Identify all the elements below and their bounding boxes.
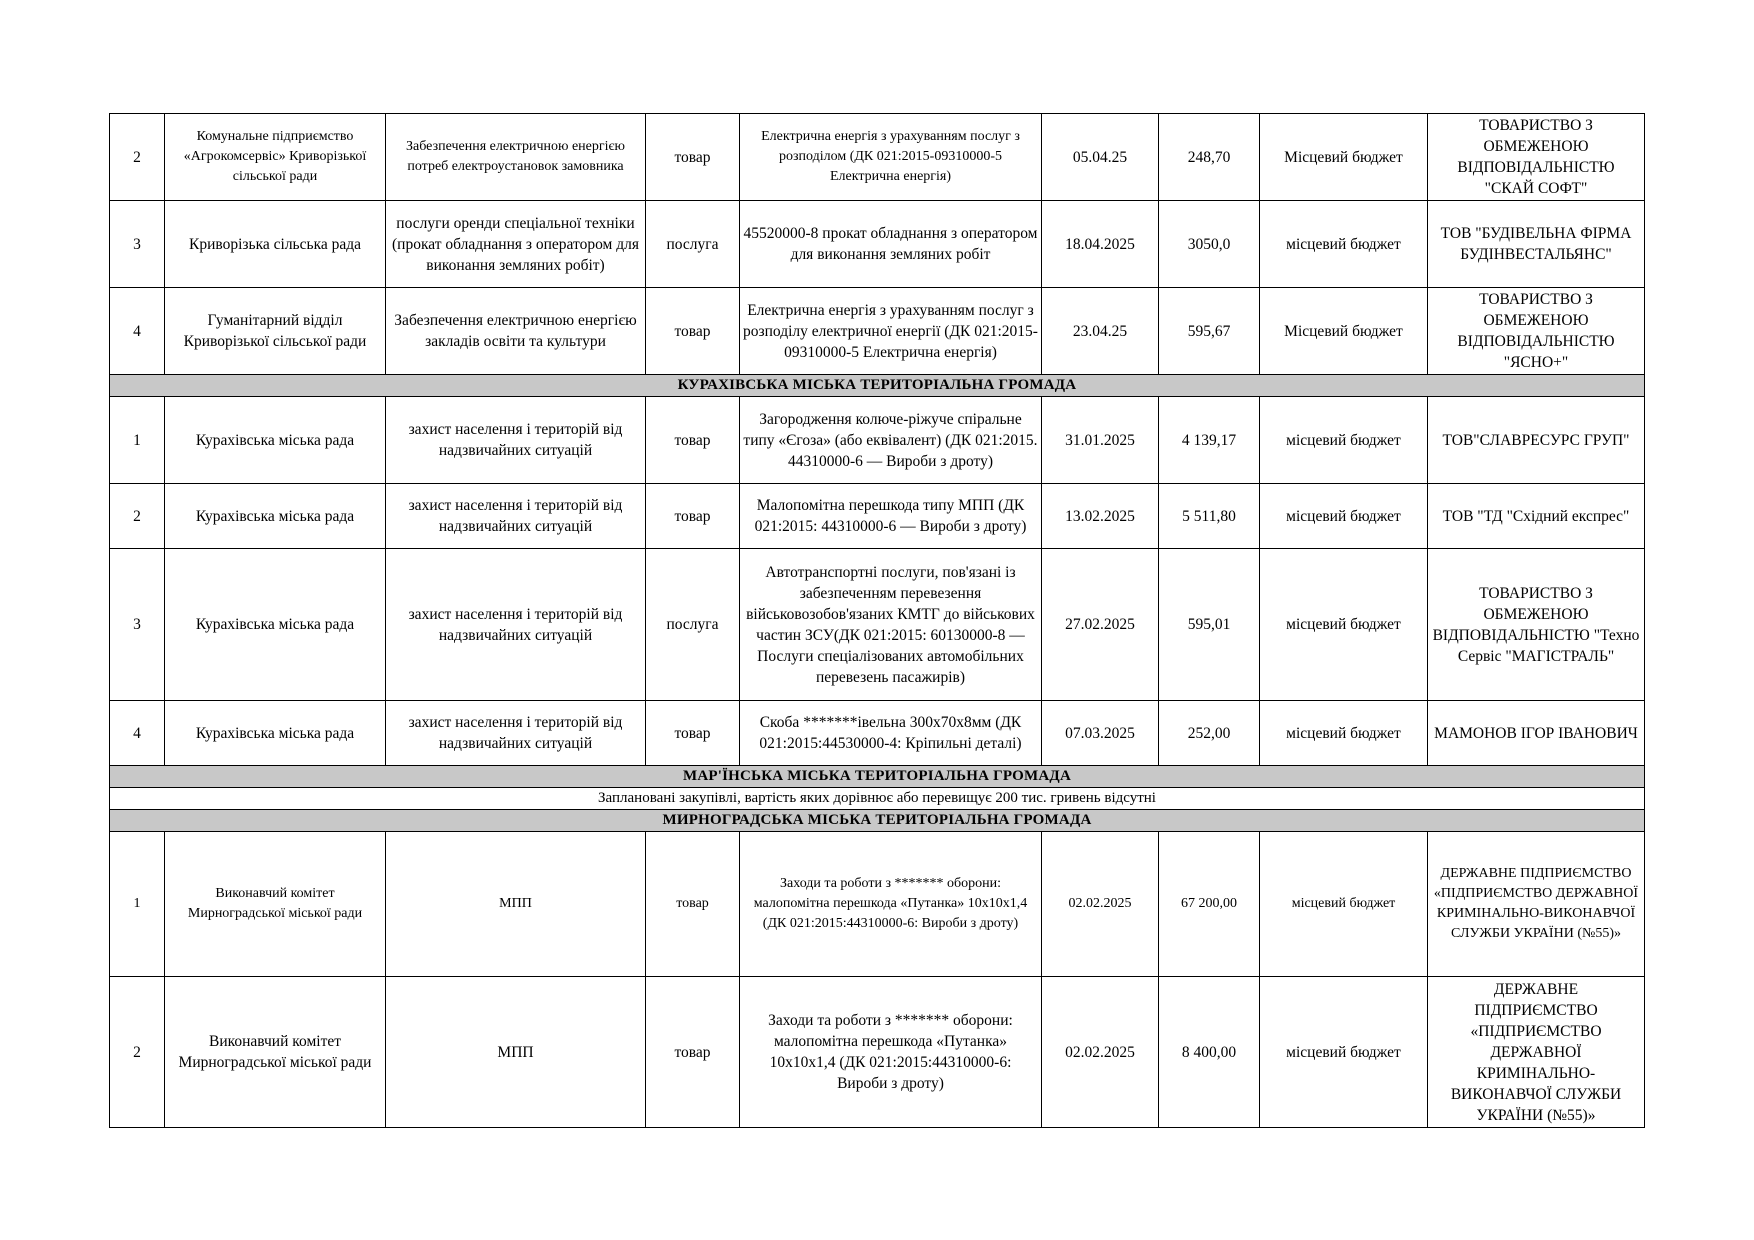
funding-source: місцевий бюджет [1260, 484, 1428, 549]
customer: Курахівська міська рада [165, 397, 386, 484]
funding-source: місцевий бюджет [1260, 701, 1428, 766]
purpose: МПП [386, 977, 646, 1128]
date: 13.02.2025 [1042, 484, 1159, 549]
section-header [110, 810, 1645, 832]
purpose: Забезпечення електричною енергією потреб електроустановок замовника [386, 114, 646, 201]
section-title: КУРАХІВСЬКА МІСЬКА ТЕРИТОРІАЛЬНА ГРОМАДА [110, 375, 1645, 397]
date: 23.04.25 [1042, 288, 1159, 375]
row-number: 1 [110, 832, 165, 977]
procurement-type: товар [646, 832, 740, 977]
customer: Криворізька сільська рада [165, 201, 386, 288]
purpose: захист населення і територій від надзвичайних ситуацій [386, 397, 646, 484]
procurement-table [109, 113, 1645, 1128]
section-title: МИРНОГРАДСЬКА МІСЬКА ТЕРИТОРІАЛЬНА ГРОМАДА [110, 810, 1645, 832]
customer: Курахівська міська рада [165, 549, 386, 701]
funding-source: Місцевий бюджет [1260, 114, 1428, 201]
row-number: 2 [110, 484, 165, 549]
supplier: ТОВ"СЛАВРЕСУРС ГРУП" [1428, 397, 1645, 484]
funding-source: місцевий бюджет [1260, 977, 1428, 1128]
purpose: МПП [386, 832, 646, 977]
procurement-type: товар [646, 397, 740, 484]
supplier: ТОВАРИСТВО З ОБМЕЖЕНОЮ ВІДПОВІДАЛЬНІСТЮ "Техно Сервіс "МАГІСТРАЛЬ" [1428, 549, 1645, 701]
row-number: 4 [110, 701, 165, 766]
date: 05.04.25 [1042, 114, 1159, 201]
section-title: МАР'ЇНСЬКА МІСЬКА ТЕРИТОРІАЛЬНА ГРОМАДА [110, 766, 1645, 788]
funding-source: Місцевий бюджет [1260, 288, 1428, 375]
subject: Заходи та роботи з ******* оборони: малопомітна перешкода «Путанка» 10х10х1,4 (ДК 021:2015:44310000-6: Вироби з дроту) [740, 832, 1042, 977]
section-header [110, 766, 1645, 788]
amount: 67 200,00 [1159, 832, 1260, 977]
customer: Курахівська міська рада [165, 701, 386, 766]
subject: Малопомітна перешкода типу МПП (ДК 021:2015: 44310000-6 — Вироби з дроту) [740, 484, 1042, 549]
funding-source: місцевий бюджет [1260, 549, 1428, 701]
subject: 45520000-8 прокат обладнання з оператором для виконання земляних робіт [740, 201, 1042, 288]
subject: Заходи та роботи з ******* оборони: малопомітна перешкода «Путанка» 10х10х1,4 (ДК 021:2015:44310000-6: Вироби з дроту) [740, 977, 1042, 1128]
purpose: захист населення і територій від надзвичайних ситуацій [386, 701, 646, 766]
funding-source: місцевий бюджет [1260, 397, 1428, 484]
procurement-type: послуга [646, 201, 740, 288]
date: 18.04.2025 [1042, 201, 1159, 288]
row-number: 4 [110, 288, 165, 375]
table-row [110, 832, 1645, 977]
supplier: ДЕРЖАВНЕ ПІДПРИЄМСТВО «ПІДПРИЄМСТВО ДЕРЖАВНОЇ КРИМІНАЛЬНО-ВИКОНАВЧОЇ СЛУЖБИ УКРАЇНИ (№55)» [1428, 832, 1645, 977]
purpose: захист населення і територій від надзвичайних ситуацій [386, 549, 646, 701]
date: 07.03.2025 [1042, 701, 1159, 766]
section-header [110, 375, 1645, 397]
customer: Виконавчий комітет Мирноградської міської ради [165, 832, 386, 977]
procurement-type: товар [646, 114, 740, 201]
amount: 4 139,17 [1159, 397, 1260, 484]
funding-source: місцевий бюджет [1260, 832, 1428, 977]
date: 27.02.2025 [1042, 549, 1159, 701]
row-number: 2 [110, 114, 165, 201]
date: 02.02.2025 [1042, 977, 1159, 1128]
table-row [110, 288, 1645, 375]
amount: 595,67 [1159, 288, 1260, 375]
row-number: 1 [110, 397, 165, 484]
funding-source: місцевий бюджет [1260, 201, 1428, 288]
customer: Гуманітарний відділ Криворізької сільської ради [165, 288, 386, 375]
table-row [110, 397, 1645, 484]
supplier: МАМОНОВ ІГОР ІВАНОВИЧ [1428, 701, 1645, 766]
subject: Автотранспортні послуги, пов'язані із забезпеченням перевезення військовозобов'язаних КМТГ до військових частин ЗСУ(ДК 021:2015: 60130000-8 — Послуги спеціалізованих автомобільних перевезень пасажирів) [740, 549, 1042, 701]
subject: Скоба *******івельна 300х70х8мм (ДК 021:2015:44530000-4: Кріпильні деталі) [740, 701, 1042, 766]
amount: 3050,0 [1159, 201, 1260, 288]
row-number: 3 [110, 549, 165, 701]
supplier: ТОВАРИСТВО З ОБМЕЖЕНОЮ ВІДПОВІДАЛЬНІСТЮ "СКАЙ СОФТ" [1428, 114, 1645, 201]
customer: Курахівська міська рада [165, 484, 386, 549]
table-row [110, 549, 1645, 701]
row-number: 3 [110, 201, 165, 288]
supplier: ТОВ "БУДІВЕЛЬНА ФІРМА БУДІНВЕСТАЛЬЯНС" [1428, 201, 1645, 288]
purpose: Забезпечення електричною енергією закладів освіти та культури [386, 288, 646, 375]
subject: Загородження колюче-ріжуче спіральне типу «Єгоза» (або еквівалент) (ДК 021:2015. 44310000-6 — Вироби з дроту) [740, 397, 1042, 484]
procurement-type: товар [646, 288, 740, 375]
amount: 8 400,00 [1159, 977, 1260, 1128]
table-row [110, 201, 1645, 288]
subject: Електрична енергія з урахуванням послуг з розподілом (ДК 021:2015-09310000-5 Електрична енергія) [740, 114, 1042, 201]
procurement-type: товар [646, 701, 740, 766]
supplier: ТОВАРИСТВО З ОБМЕЖЕНОЮ ВІДПОВІДАЛЬНІСТЮ "ЯСНО+" [1428, 288, 1645, 375]
table-row [110, 484, 1645, 549]
procurement-type: товар [646, 977, 740, 1128]
supplier: ДЕРЖАВНЕ ПІДПРИЄМСТВО «ПІДПРИЄМСТВО ДЕРЖАВНОЇ КРИМІНАЛЬНО-ВИКОНАВЧОЇ СЛУЖБИ УКРАЇНИ (№55)» [1428, 977, 1645, 1128]
customer: Комунальне підприємство «Агрокомсервіс» Криворізької сільської ради [165, 114, 386, 201]
subject: Електрична енергія з урахуванням послуг з розподілу електричної енергії (ДК 021:2015-09310000-5 Електрична енергія) [740, 288, 1042, 375]
table-row [110, 977, 1645, 1128]
table-row [110, 701, 1645, 766]
amount: 248,70 [1159, 114, 1260, 201]
section-note-row [110, 788, 1645, 810]
date: 31.01.2025 [1042, 397, 1159, 484]
procurement-type: товар [646, 484, 740, 549]
procurement-type: послуга [646, 549, 740, 701]
amount: 252,00 [1159, 701, 1260, 766]
section-note: Заплановані закупівлі, вартість яких дорівнює або перевищує 200 тис. гривень відсутні [110, 788, 1645, 810]
amount: 595,01 [1159, 549, 1260, 701]
date: 02.02.2025 [1042, 832, 1159, 977]
purpose: захист населення і територій від надзвичайних ситуацій [386, 484, 646, 549]
purpose: послуги оренди спеціальної техніки (прокат обладнання з оператором для виконання земляних робіт) [386, 201, 646, 288]
table-row [110, 114, 1645, 201]
supplier: ТОВ "ТД "Східний експрес" [1428, 484, 1645, 549]
customer: Виконавчий комітет Мирноградської міської ради [165, 977, 386, 1128]
row-number: 2 [110, 977, 165, 1128]
amount: 5 511,80 [1159, 484, 1260, 549]
